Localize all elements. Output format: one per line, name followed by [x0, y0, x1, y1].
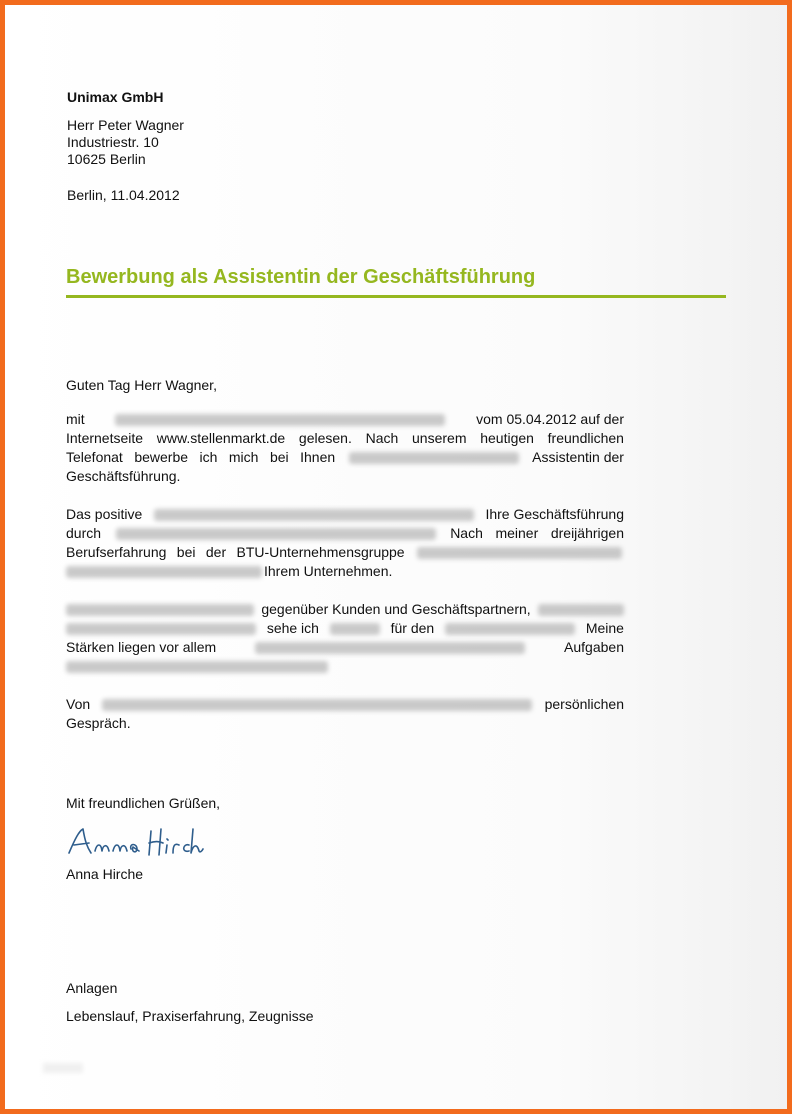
word: mich	[228, 449, 259, 465]
word: ich	[199, 449, 218, 465]
handwritten-signature	[65, 821, 205, 861]
recipient-address	[67, 117, 184, 168]
signer-name: Anna Hirche	[66, 866, 144, 882]
paragraph-2-line-3	[66, 543, 624, 562]
text-fragment: Stärken liegen vor allem	[66, 639, 217, 655]
paragraph-2-line-1	[66, 505, 624, 524]
text-fragment: mit	[66, 411, 85, 427]
redacted-text	[66, 604, 254, 616]
paragraph-3-line-1	[66, 600, 624, 619]
paragraph-3-line-2	[66, 619, 624, 638]
greeting: Guten Tag Herr Wagner,	[66, 377, 217, 393]
text-fragment: durch	[66, 525, 102, 541]
word: bei	[176, 544, 196, 560]
word: unserem	[412, 430, 467, 446]
word: Nach	[450, 525, 483, 541]
text-fragment: Assistentin der	[532, 449, 624, 465]
text-fragment: Gespräch.	[66, 715, 131, 731]
paragraph-2-line-2	[66, 524, 624, 543]
word: Telefonat	[66, 449, 123, 465]
paragraph-3	[66, 600, 624, 676]
paragraph-3-line-3	[66, 638, 624, 657]
word: Berufserfahrung	[66, 544, 167, 560]
paragraph-4	[66, 695, 624, 733]
letter-subject: Bewerbung als Assistentin der Geschäftsführung	[66, 266, 536, 288]
redacted-text	[349, 452, 519, 464]
recipient-name: Herr Peter Wagner	[67, 117, 184, 133]
redacted-text	[255, 642, 525, 654]
word: bewerbe	[134, 449, 189, 465]
paragraph-1-line-3	[66, 448, 624, 467]
paragraph-4-line-2	[66, 714, 624, 733]
paragraph-1-line-2	[66, 429, 624, 448]
text-fragment: vom 05.04.2012 auf der	[476, 411, 624, 427]
redacted-text	[66, 566, 262, 578]
closing-phrase: Mit freundlichen Grüßen,	[66, 795, 221, 811]
paragraph-2	[66, 505, 624, 581]
letter-page	[5, 5, 787, 1109]
word: heutigen	[480, 430, 534, 446]
word: BTU-Unternehmensgruppe	[236, 544, 405, 560]
letter-date: Berlin, 11.04.2012	[67, 187, 180, 203]
faint-watermark	[43, 1063, 83, 1073]
word: Ihnen	[300, 449, 336, 465]
text-fragment: Von	[66, 696, 91, 712]
recipient-street: Industriestr. 10	[67, 134, 159, 150]
redacted-text	[445, 623, 575, 635]
word: Internetseite	[66, 430, 144, 446]
redacted-text	[115, 414, 445, 426]
redacted-text	[66, 623, 256, 635]
text-fragment: gegenüber Kunden und Geschäftspartnern,	[261, 601, 531, 617]
word: bei	[269, 449, 289, 465]
paragraph-1-line-4	[66, 467, 624, 486]
text-fragment: Aufgaben	[564, 639, 624, 655]
word: www.stellenmarkt.de	[156, 430, 286, 446]
text-fragment: Das positive	[66, 506, 143, 522]
redacted-text	[154, 509, 474, 521]
text-fragment: persönlichen	[544, 696, 624, 712]
redacted-text	[102, 699, 532, 711]
word: meiner	[495, 525, 539, 541]
paragraph-1	[66, 410, 624, 486]
attachments-list: Lebenslauf, Praxiserfahrung, Zeugnisse	[66, 1008, 314, 1024]
paragraph-2-line-4	[66, 562, 624, 581]
attachments-label: Anlagen	[66, 980, 118, 996]
redacted-text	[66, 661, 328, 673]
word: gelesen.	[298, 430, 352, 446]
recipient-city: 10625 Berlin	[67, 151, 146, 167]
paragraph-3-line-4	[66, 657, 624, 676]
redacted-text	[330, 623, 380, 635]
text-fragment: für den	[390, 620, 435, 636]
redacted-text	[116, 528, 436, 540]
text-fragment: Geschäftsführung.	[66, 468, 181, 484]
text-fragment: Meine	[585, 620, 624, 636]
subject-underline	[66, 295, 726, 298]
redacted-text	[538, 604, 624, 616]
paragraph-1-line-1	[66, 410, 624, 429]
recipient-company: Unimax GmbH	[67, 89, 164, 105]
redacted-text	[417, 547, 622, 559]
paragraph-4-line-1	[66, 695, 624, 714]
word: dreijährigen	[550, 525, 624, 541]
text-fragment: Ihre Geschäftsführung	[485, 506, 624, 522]
word: Nach	[365, 430, 399, 446]
text-fragment: sehe ich	[266, 620, 319, 636]
text-fragment: Ihrem Unternehmen.	[264, 563, 393, 579]
word: der	[205, 544, 227, 560]
word: freundlichen	[547, 430, 624, 446]
